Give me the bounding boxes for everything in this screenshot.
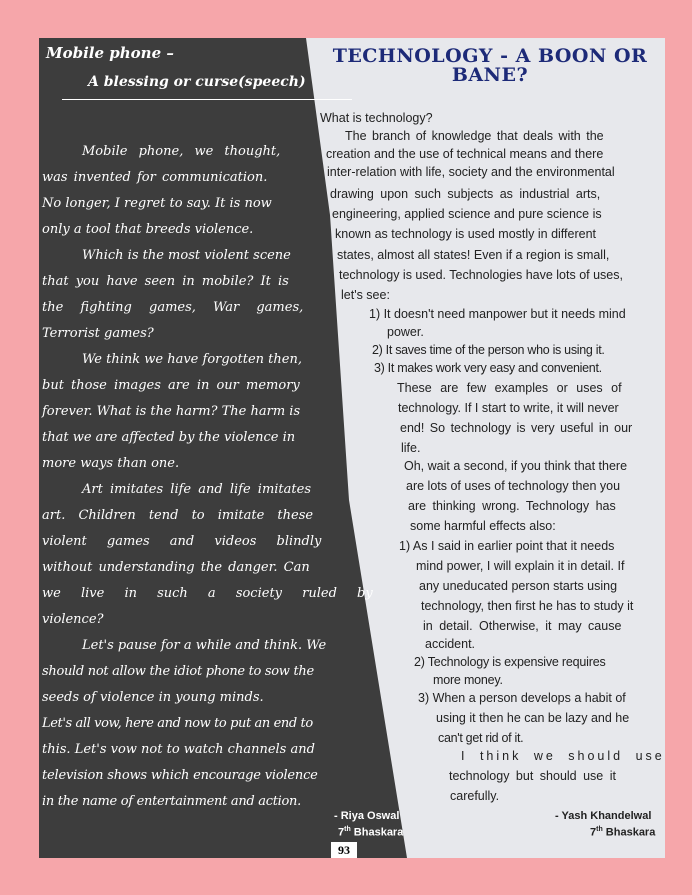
essay-line: creation and the use of technical means and there [326, 147, 604, 161]
essay-line: more money. [433, 673, 503, 687]
essay-line: 1) It doesn't need manpower but it needs mind [369, 307, 626, 321]
speech-line: Art imitates life and life imitates [82, 482, 311, 497]
speech-author: - Riya Oswal [334, 810, 400, 822]
speech-title-line1: Mobile phone – [46, 44, 174, 62]
essay-line: technology but should use it [449, 769, 616, 783]
essay-line: carefully. [450, 789, 500, 803]
essay-title-line2: BANE? [451, 64, 529, 86]
essay-line: 3) It makes work very easy and convenient. [374, 361, 602, 375]
speech-line: seeds of violence in young minds. [42, 690, 264, 705]
speech-line: violent games and videos blindly [42, 534, 322, 549]
essay-line: 1) As I said in earlier point that it needs [399, 539, 615, 553]
essay-line: end! So technology is very useful in our [400, 421, 633, 435]
essay-line: any uneducated person starts using [419, 579, 618, 593]
speech-line: should not allow the idiot phone to sow the [42, 664, 314, 679]
essay-line: The branch of knowledge that deals with the [345, 129, 604, 143]
speech-line: that you have seen in mobile? It is [42, 274, 289, 289]
speech-line: We think we have forgotten then, [82, 352, 302, 367]
essay-line: some harmful effects also: [410, 519, 556, 533]
speech-line: was invented for communication. [42, 170, 268, 185]
essay-line: These are few examples or uses of [397, 381, 622, 395]
title-underline [62, 99, 352, 100]
essay-line: technology. If I start to write, it will never [398, 401, 619, 415]
essay-line: known as technology is used mostly in different [335, 227, 597, 241]
essay-line: drawing upon such subjects as industrial arts, [330, 187, 601, 201]
essay-line: are thinking wrong. Technology has [408, 499, 616, 513]
essay-line: 2) It saves time of the person who is using it. [372, 343, 605, 357]
essay-line: 2) Technology is expensive requires [414, 655, 606, 669]
essay-line: accident. [425, 637, 476, 651]
speech-line: that we are affected by the violence in [42, 430, 296, 445]
essay-line: technology, then first he has to study it [421, 599, 634, 613]
speech-line: Let's all vow, here and now to put an end to [42, 716, 313, 731]
essay-line: technology is used. Technologies have lots of uses, [339, 268, 623, 282]
speech-line: but those images are in our memory [42, 378, 300, 393]
speech-line: Let's pause for a while and think. We [82, 638, 327, 653]
essay-line: What is technology? [320, 111, 433, 125]
essay-line: engineering, applied science and pure science is [332, 207, 602, 221]
speech-line: Which is the most violent scene [82, 248, 291, 263]
essay-line: I think we should use [461, 749, 665, 763]
essay-title [325, 47, 655, 85]
essay-line: inter-relation with life, society and the environmental [327, 165, 615, 179]
speech-line: violence? [42, 612, 104, 627]
speech-line: this. Let's vow not to watch channels and [42, 742, 315, 757]
speech-line: without understanding the danger. Can [42, 560, 310, 575]
speech-line: Terrorist games? [42, 326, 154, 341]
speech-line: forever. What is the harm? The harm is [42, 404, 301, 419]
speech-line: more ways than one. [42, 456, 180, 471]
essay-author: - Yash Khandelwal [555, 810, 652, 822]
essay-line: in detail. Otherwise, it may cause [423, 619, 622, 633]
essay-line: states, almost all states! Even if a region is small, [337, 248, 610, 262]
speech-line: only a tool that breeds violence. [42, 222, 254, 237]
essay-line: mind power, I will explain it in detail. If [416, 559, 625, 573]
speech-line: No longer, I regret to say. It is now [42, 196, 272, 211]
essay-line: life. [401, 441, 421, 455]
essay-line: are lots of uses of technology then you [406, 479, 621, 493]
essay-line: using it then he can be lazy and he [436, 711, 630, 725]
speech-line: we live in such a society ruled by [42, 586, 373, 601]
speech-line: Mobile phone, we thought, [82, 144, 281, 159]
speech-title-line2: A blessing or curse(speech) [88, 74, 306, 90]
speech-line: art. Children tend to imitate these [42, 508, 314, 523]
essay-title-line1: TECHNOLOGY - A BOON OR [332, 45, 648, 67]
speech-line: television shows which encourage violence [42, 768, 318, 783]
speech-line: in the name of entertainment and action. [42, 794, 301, 809]
essay-line: 3) When a person develops a habit of [418, 691, 626, 705]
essay-line: power. [387, 325, 424, 339]
essay-class: 7th Bhaskara [590, 826, 656, 839]
speech-class: 7th Bhaskara [338, 826, 404, 839]
essay-line: Oh, wait a second, if you think that there [404, 459, 628, 473]
essay-line: can't get rid of it. [438, 731, 524, 745]
essay-line: let's see: [341, 288, 390, 302]
page-number: 93 [331, 842, 357, 858]
speech-line: the fighting games, War games, [42, 300, 304, 315]
